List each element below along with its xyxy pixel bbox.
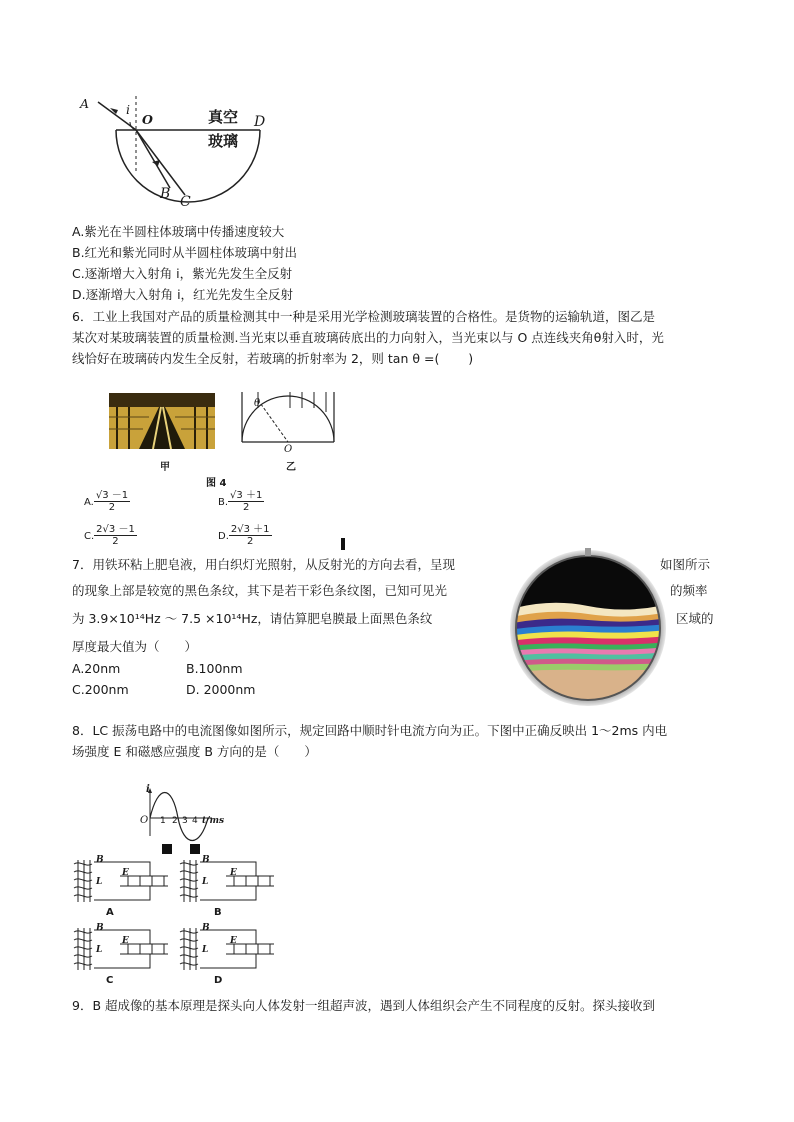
q7-question-line3-right: 区域的 (676, 611, 714, 626)
q8-circuit-d-label-e: E (230, 936, 237, 946)
q8-circuit-d-label-l: L (202, 945, 209, 955)
q6-option-d (218, 524, 272, 547)
q5-refraction-figure (70, 92, 280, 207)
q8-graph-label-i: i (146, 784, 150, 795)
q8-question-line2: 场强度 E 和磁感应强度 B 方向的是（ ） (72, 744, 317, 759)
q8-circuit-a (70, 858, 180, 904)
q5-option-b: B.红光和紫光同时从半圆柱体玻璃中射出 (72, 245, 298, 260)
q6-question-line1: 6．工业上我国对产品的质量检测其中一种是采用光学检测玻璃装置的合格性。是货物的运输轨道，图乙是 (72, 309, 655, 324)
q8-circuit-c (70, 926, 180, 972)
q6-question-line3: 线恰好在玻璃砖内发生全反射，若玻璃的折射率为 2，则 tan θ =( ) (72, 351, 474, 366)
q6-option-b (218, 490, 264, 513)
q9-question-line1: 9．B 超成像的基本原理是探头向人体发射一组超声波，遇到人体组织会产生不同程度的反射。探头接收到 (72, 998, 656, 1013)
q8-caption-a: A (106, 907, 114, 918)
q5-option-a: A.紫光在半圆柱体玻璃中传播速度较大 (72, 224, 285, 239)
q8-circuit-a-label-l: L (96, 877, 103, 887)
q8-circuit-b-label-l: L (202, 877, 209, 887)
q8-circuit-b-label-b: B (202, 855, 210, 865)
q5-label-d: D (254, 114, 266, 130)
q7-question-line4: 厚度最大值为（ ） (72, 639, 198, 654)
q6-option-a (84, 490, 130, 513)
q6-fig-label-jia: 甲 (160, 462, 170, 473)
q6-question-line2: 某次对某玻璃装置的质量检测.当光束以垂直玻璃砖底出的力向射入，当光束以与 O 点连线夹角θ射入时，光 (72, 330, 664, 345)
q8-caption-d: D (214, 975, 223, 986)
q7-option-c: C.200nm (72, 682, 129, 697)
q5-label-o: O (142, 112, 153, 127)
q8-caption-c: C (106, 975, 114, 986)
q6-option-c (84, 524, 137, 547)
q8-graph-tick-1: 1 (160, 816, 166, 826)
q8-graph-label-o: O (140, 815, 149, 826)
q5-label-c: C (180, 194, 191, 210)
q6-option-d-letter: D. (218, 531, 229, 542)
q8-circuit-d-label-b: B (202, 923, 210, 933)
q8-circuit-b-label-e: E (230, 868, 237, 878)
q6-fig-caption: 图 4 (206, 478, 227, 489)
q8-graph-tick-3: 3 (182, 816, 188, 826)
q6-option-c-num: 2√3 －1 (96, 524, 135, 535)
q8-current-graph (138, 786, 238, 838)
q8-circuit-c-label-e: E (122, 936, 129, 946)
q7-option-b: B.100nm (186, 661, 243, 676)
q8-circuit-a-label-b: B (96, 855, 104, 865)
q5-label-vacuum: 真空 (208, 108, 239, 126)
q8-circuit-c-label-l: L (96, 945, 103, 955)
q5-label-b: B (160, 186, 171, 202)
q7-question-line3: 为 3.9×10¹⁴Hz ～ 7.5 ×10¹⁴Hz，请估算肥皂膜最上面黑色条纹 (72, 611, 433, 626)
q5-label-i: i (126, 102, 130, 117)
q8-caption-b: B (214, 907, 222, 918)
q7-option-a: A.20nm (72, 661, 121, 676)
q8-graph-tick-2: 2 (172, 816, 178, 826)
q8-circuit-c-label-b: B (96, 923, 104, 933)
q8-circuit-d (176, 926, 286, 972)
q7-question-line1: 7．用铁环粘上肥皂液，用白织灯光照射，从反射光的方向去看，呈现 (72, 557, 455, 572)
q6-option-d-den: 2 (247, 536, 254, 547)
q8-mark-left (162, 844, 172, 854)
q5-label-a: A (80, 96, 90, 111)
q6-label-theta: θ (254, 398, 261, 409)
q6-option-b-den: 2 (243, 502, 250, 513)
q8-graph-label-t: t/ms (202, 816, 225, 826)
q6-rail-photo (109, 393, 215, 449)
q8-mark-right (190, 844, 200, 854)
q6-option-c-letter: C. (84, 531, 95, 542)
q6-fig-label-yi: 乙 (286, 462, 296, 473)
q8-graph-tick-4: 4 (192, 816, 198, 826)
q8-circuit-a-label-e: E (122, 868, 129, 878)
q6-label-o: O (284, 444, 293, 455)
q5-label-glass: 玻璃 (208, 132, 239, 150)
q5-option-d: D.逐渐增大入射角 i，红光先发生全反射 (72, 287, 294, 302)
q5-option-c: C.逐渐增大入射角 i，紫光先发生全反射 (72, 266, 293, 281)
q6-option-b-letter: B. (218, 497, 229, 508)
q7-question-line2: 的现象上部是较宽的黑色条纹，其下是若干彩色条纹图，已知可见光 (72, 583, 448, 598)
q6-option-c-den: 2 (112, 536, 119, 547)
q8-question-line1: 8．LC 振荡电路中的电流图像如图所示，规定回路中顺时针电流方向为正。下图中正确反映出 1～2ms 内电 (72, 723, 668, 738)
q6-option-a-den: 2 (108, 502, 116, 513)
q6-option-d-num: 2√3 ＋1 (230, 524, 270, 535)
q6-option-a-letter: A. (84, 497, 94, 508)
q7-option-d: D. 2000nm (186, 682, 256, 697)
q7-question-line1-right: 如图所示 (660, 557, 711, 572)
q6-option-b-num: √3 ＋1 (230, 490, 263, 501)
q7-soap-film-image (508, 548, 668, 704)
q6-stray-mark (341, 538, 345, 550)
q7-question-line2-right: 的频率 (670, 583, 708, 598)
q6-option-a-num: √3 －1 (95, 490, 129, 501)
q8-circuit-b (176, 858, 286, 904)
